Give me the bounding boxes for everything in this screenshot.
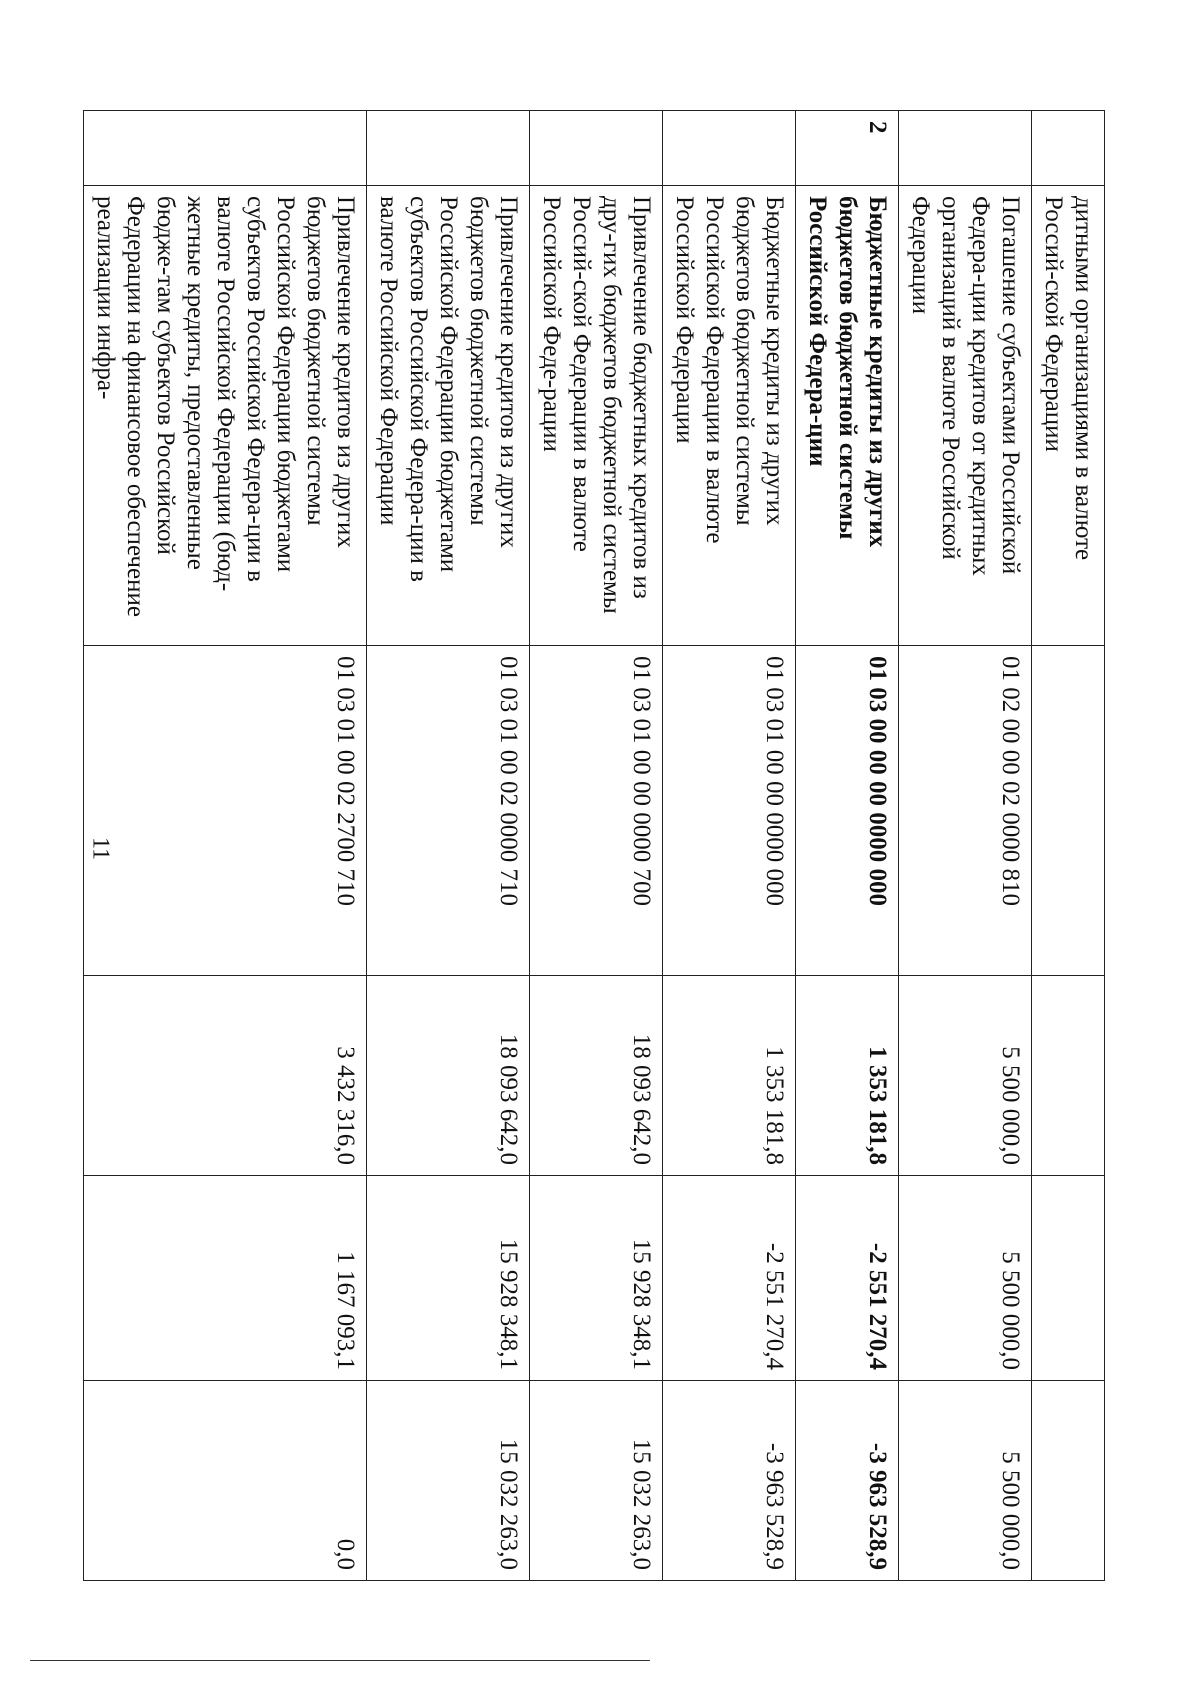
budget-code-cell <box>1032 646 1105 976</box>
value-cell-2: -2 551 270,4 <box>796 1176 899 1381</box>
budget-code-cell: 01 02 00 00 02 0000 810 <box>899 646 1032 976</box>
value-cell-2 <box>1032 1176 1105 1381</box>
value-cell-1: 18 093 642,0 <box>367 976 530 1176</box>
item-name-cell: Привлечение кредитов из других бюджетов бюджетной системы Российской Федерации бюджетами субъектов Российской Федера-ции в валюте Российской Федерации (бюд-жетные кредиты, предоставленные бюдже-там субъектов Российской Федерации на финансовое обеспечение реализации инфра- <box>84 186 367 646</box>
budget-code-cell: 01 03 01 00 00 0000 700 <box>530 646 663 976</box>
table-row <box>367 111 530 1581</box>
value-cell-3: 15 032 263,0 <box>367 1381 530 1581</box>
value-cell-3: -3 963 528,9 <box>663 1381 796 1581</box>
value-cell-2: -2 551 270,4 <box>663 1176 796 1381</box>
footer-rule <box>30 1660 650 1661</box>
page-number: 11 <box>87 836 114 861</box>
budget-code-cell: 01 03 01 00 00 0000 000 <box>663 646 796 976</box>
value-cell-2: 5 500 000,0 <box>899 1176 1032 1381</box>
value-cell-1: 18 093 642,0 <box>530 976 663 1176</box>
value-cell-1: 1 353 181,8 <box>796 976 899 1176</box>
value-cell-3: 5 500 000,0 <box>899 1381 1032 1581</box>
table-row <box>84 111 367 1581</box>
row-number-cell <box>84 111 367 186</box>
value-cell-2: 15 928 348,1 <box>367 1176 530 1381</box>
item-name-cell: Бюджетные кредиты из других бюджетов бюджетной системы Российской Федерации в валюте Российской Федерации <box>663 186 796 646</box>
row-number-cell <box>367 111 530 186</box>
budget-code-cell: 01 03 01 00 02 0000 710 <box>367 646 530 976</box>
row-number-cell <box>899 111 1032 186</box>
value-cell-3 <box>1032 1381 1105 1581</box>
table-row <box>663 111 796 1581</box>
item-name-cell: Бюджетные кредиты из других бюджетов бюджетной системы Российской Федера-ции <box>796 186 899 646</box>
row-number-cell: 2 <box>796 111 899 186</box>
item-name-cell: Привлечение кредитов из других бюджетов бюджетной системы Российской Федерации бюджетами субъектов Российской Федера-ции в валюте Российской Федерации <box>367 186 530 646</box>
budget-code-cell: 01 03 00 00 00 0000 000 <box>796 646 899 976</box>
value-cell-3: -3 963 528,9 <box>796 1381 899 1581</box>
item-name-cell: Погашение субъектами Российской Федера-ции кредитов от кредитных организаций в валюте Российской Федерации <box>899 186 1032 646</box>
value-cell-1 <box>1032 976 1105 1176</box>
value-cell-2: 15 928 348,1 <box>530 1176 663 1381</box>
value-cell-1: 3 432 316,0 <box>84 976 367 1176</box>
value-cell-1: 1 353 181,8 <box>663 976 796 1176</box>
value-cell-3: 0,0 <box>84 1381 367 1581</box>
value-cell-2: 1 167 093,1 <box>84 1176 367 1381</box>
rotated-table-container <box>92 110 1105 1580</box>
item-name-cell: дитными организациями в валюте Россий-ской Федерации <box>1032 186 1105 646</box>
row-number-cell <box>1032 111 1105 186</box>
row-number-cell <box>663 111 796 186</box>
value-cell-3: 15 032 263,0 <box>530 1381 663 1581</box>
value-cell-1: 5 500 000,0 <box>899 976 1032 1176</box>
row-number-cell <box>530 111 663 186</box>
table-row <box>1032 111 1105 1581</box>
table-row <box>530 111 663 1581</box>
table-row <box>796 111 899 1581</box>
budget-code-cell: 01 03 01 00 02 2700 710 <box>84 646 367 976</box>
table-row <box>899 111 1032 1581</box>
budget-table <box>83 110 1105 1581</box>
table-body <box>84 111 1105 1581</box>
item-name-cell: Привлечение бюджетных кредитов из дру-гих бюджетов бюджетной системы Россий-ской Федерации в валюте Российской Феде-рации <box>530 186 663 646</box>
